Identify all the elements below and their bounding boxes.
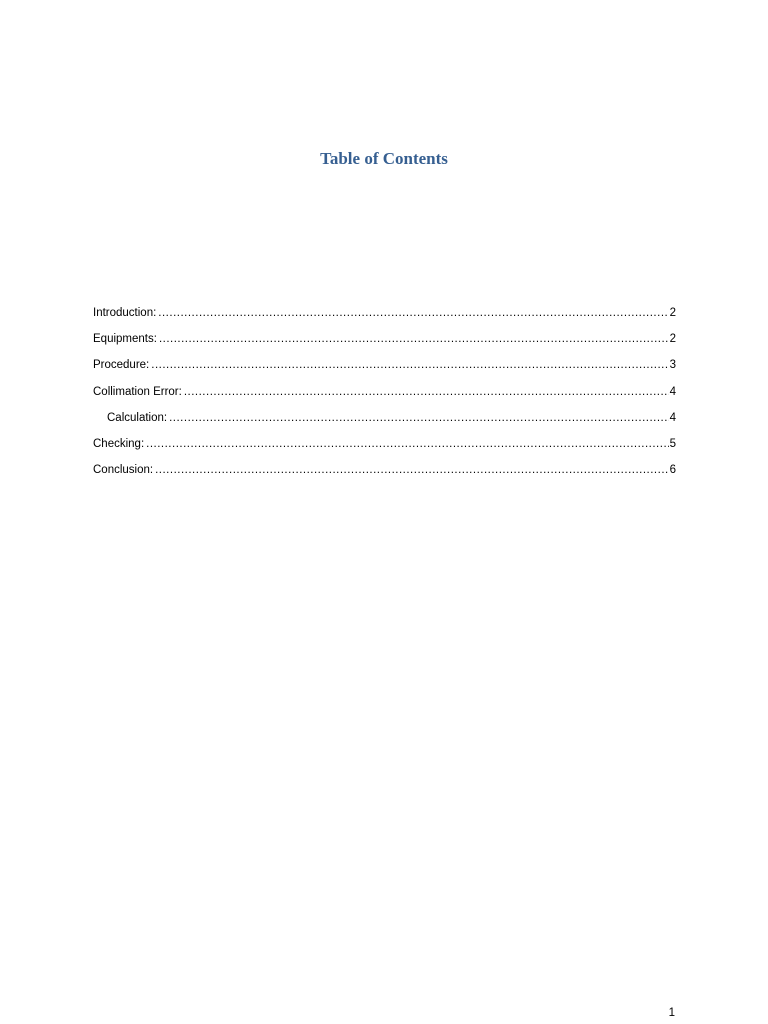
toc-entry-page: 4 xyxy=(669,385,676,398)
toc-dot-leader xyxy=(158,304,668,322)
toc-entry-label: Equipments: xyxy=(93,333,157,346)
toc-entry-page: 2 xyxy=(669,307,676,319)
page-number: 1 xyxy=(668,1007,675,1019)
toc-dot-leader xyxy=(146,435,668,453)
toc-entry-introduction[interactable] xyxy=(93,304,676,330)
toc-title: Table of Contents xyxy=(320,149,448,168)
toc-entry-label: Procedure: xyxy=(93,359,150,372)
toc-entry-label: Conclusion: xyxy=(93,464,154,477)
toc-dot-leader xyxy=(169,409,669,427)
toc-entry-label: Calculation: xyxy=(107,411,168,424)
toc-dot-leader xyxy=(184,383,669,401)
toc-list xyxy=(93,304,676,487)
toc-dot-leader xyxy=(159,330,669,348)
toc-entry-page: 4 xyxy=(669,411,676,424)
toc-entry-conclusion[interactable] xyxy=(93,461,676,487)
toc-entry-page: 5 xyxy=(669,437,676,450)
toc-entry-label: Collimation Error: xyxy=(93,385,182,398)
toc-entry-page: 2 xyxy=(669,333,676,346)
toc-entry-page: 6 xyxy=(669,464,676,477)
toc-entry-collimation-error[interactable] xyxy=(93,383,676,409)
toc-entry-calculation[interactable] xyxy=(93,409,676,435)
toc-entry-procedure[interactable] xyxy=(93,356,676,382)
toc-entry-label: Checking: xyxy=(93,437,145,450)
toc-entry-label: Introduction: xyxy=(93,307,157,319)
toc-entry-equipments[interactable] xyxy=(93,330,676,356)
toc-entry-checking[interactable] xyxy=(93,435,676,461)
toc-dot-leader xyxy=(155,461,669,479)
toc-entry-page: 3 xyxy=(669,359,676,372)
toc-dot-leader xyxy=(151,356,668,374)
